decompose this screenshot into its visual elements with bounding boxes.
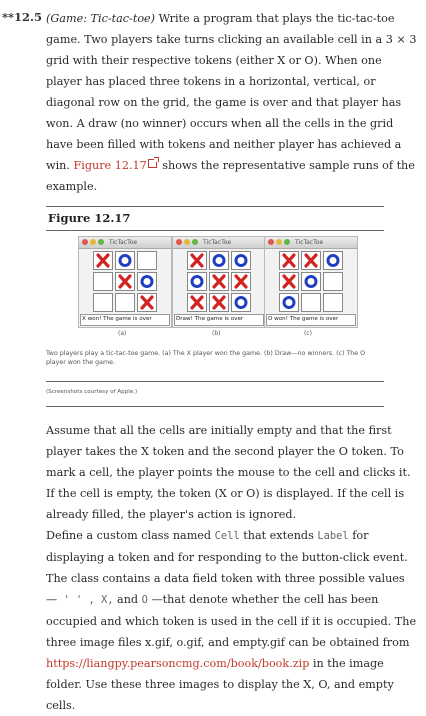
exercise-body (46, 420, 418, 716)
x-token-icon (138, 294, 156, 311)
exercise-text-1: Write a program that plays the tic-tac-toe game. Two players take turns clicking an available cell in a 3 × 3 grid with their respective tokens (either X or O). When one player has placed three tokens in a horizontal, vertical, or diagonal row on the grid, the game is over and that player has won. A draw (no winner) occurs when all the cells in the grid have been filled with tokens and neither player has achieved a win. (46, 12, 417, 172)
code-cell: Cell (214, 530, 240, 542)
board-cell[interactable] (115, 251, 135, 270)
board-cell[interactable] (137, 293, 157, 312)
figure-title: Figure 12.17 (48, 211, 131, 225)
board-cell[interactable] (137, 272, 157, 291)
x-token-icon (210, 294, 228, 311)
close-button-icon[interactable] (268, 239, 274, 245)
board-cell[interactable] (137, 251, 157, 270)
code-o: O (141, 594, 148, 606)
figure-caption: Two players play a tic-tac-toe game. (a) The X player won the game. (b) Draw—no winners. (c) The O player won the game. (46, 350, 366, 366)
board-cell[interactable] (93, 272, 113, 291)
window-title: TicTacToe (203, 239, 232, 246)
figure-top-rule (46, 206, 384, 207)
board-cell[interactable] (301, 272, 321, 291)
board-cell[interactable] (323, 251, 343, 270)
board-cell[interactable] (279, 251, 299, 270)
tictactoe-window-c (264, 236, 358, 328)
body-paragraph-1: Assume that all the cells are initially empty and that the first player takes the X token and the second player the O token. To mark a cell, the player points the mouse to the cell and clicks it. If the cell is empty, the token (X or O) is displayed. If the cell is already filled, the player's action is ignored. (46, 424, 411, 521)
board-cell[interactable] (231, 272, 251, 291)
window-title: TicTacToe (295, 239, 324, 246)
window-titlebar (79, 237, 171, 249)
board-cell[interactable] (209, 293, 229, 312)
zoom-button-icon[interactable] (192, 239, 198, 245)
board-cell[interactable] (209, 272, 229, 291)
p2-text-f: in the image folder. Use these three images to display the X, O, and empty cells. (46, 657, 394, 712)
panel-label-a: (a) (118, 330, 127, 337)
board-cell[interactable] (187, 251, 207, 270)
tictactoe-window-b (172, 236, 266, 328)
board-cell[interactable] (301, 293, 321, 312)
board-cell[interactable] (231, 293, 251, 312)
caption-rule (46, 381, 384, 382)
p2-text-d: and (113, 593, 142, 606)
x-token-icon (188, 294, 206, 311)
board-cell[interactable] (187, 293, 207, 312)
zoom-button-icon[interactable] (98, 239, 104, 245)
code-token-values: ' ' , X, (57, 594, 114, 606)
x-token-icon (302, 252, 320, 269)
board-cell[interactable] (279, 293, 299, 312)
p2-text-e: —that denote whether the cell has been occupied and which token is used in the cell if it is occupied. The three image files x.gif, o.gif, and empty.gif can be obtained from (46, 593, 417, 649)
exercise-text-2: shows the representative sample runs of the example. (46, 159, 415, 193)
o-token-icon (232, 252, 250, 269)
window-titlebar (265, 237, 357, 249)
x-token-icon (210, 273, 228, 290)
o-token-icon (138, 273, 156, 290)
x-token-icon (94, 252, 112, 269)
board-cell[interactable] (231, 251, 251, 270)
external-link-icon[interactable] (148, 159, 157, 168)
o-token-icon (280, 294, 298, 311)
exercise-title: (Game: Tic-tac-toe) (46, 12, 156, 25)
minimize-button-icon[interactable] (90, 239, 96, 245)
o-token-icon (188, 273, 206, 290)
board-cell[interactable] (93, 251, 113, 270)
x-token-icon (188, 252, 206, 269)
p2-text-b: that extends (239, 529, 318, 542)
board-cell[interactable] (279, 272, 299, 291)
board-cell[interactable] (93, 293, 113, 312)
zoom-button-icon[interactable] (284, 239, 290, 245)
p2-text-c: for displaying a token and for responding to the button-click event. The class contains a data field token with three possible values — (46, 529, 408, 606)
download-link[interactable]: https://liangpy.pearsoncmg.com/book/book.zip (46, 657, 310, 670)
x-token-icon (280, 273, 298, 290)
minimize-button-icon[interactable] (276, 239, 282, 245)
p2-text-a: Define a custom class named (46, 529, 215, 542)
exercise-number: **12.5 (2, 10, 43, 24)
figure-credit: (Screenshots courtesy of Apple.) (46, 389, 138, 395)
x-token-icon (116, 273, 134, 290)
board-cell[interactable] (323, 293, 343, 312)
o-token-icon (302, 273, 320, 290)
board-cell[interactable] (323, 272, 343, 291)
game-status: O won! The game is over (266, 314, 356, 326)
board-cell[interactable] (187, 272, 207, 291)
game-status: X won! The game is over (80, 314, 170, 326)
o-token-icon (116, 252, 134, 269)
board-grid (93, 251, 157, 312)
board-grid (187, 251, 251, 312)
tictactoe-window-a (78, 236, 172, 328)
figure-bottom-rule (46, 406, 384, 407)
o-token-icon (232, 294, 250, 311)
close-button-icon[interactable] (82, 239, 88, 245)
board-cell[interactable] (301, 251, 321, 270)
x-token-icon (280, 252, 298, 269)
figure-title-rule (46, 230, 384, 231)
board-cell[interactable] (115, 272, 135, 291)
board-cell[interactable] (115, 293, 135, 312)
o-token-icon (210, 252, 228, 269)
window-title: TicTacToe (109, 239, 138, 246)
panel-label-c: (c) (304, 330, 312, 337)
exercise-intro (46, 8, 418, 197)
board-cell[interactable] (209, 251, 229, 270)
window-titlebar (173, 237, 265, 249)
panel-label-b: (b) (212, 330, 221, 337)
body-paragraph-2 (46, 525, 418, 716)
minimize-button-icon[interactable] (184, 239, 190, 245)
close-button-icon[interactable] (176, 239, 182, 245)
x-token-icon (232, 273, 250, 290)
figure-link[interactable]: Figure 12.17 (73, 159, 147, 172)
board-grid (279, 251, 343, 312)
code-label: Label (317, 530, 349, 542)
o-token-icon (324, 252, 342, 269)
game-status: Draw! The game is over (174, 314, 264, 326)
